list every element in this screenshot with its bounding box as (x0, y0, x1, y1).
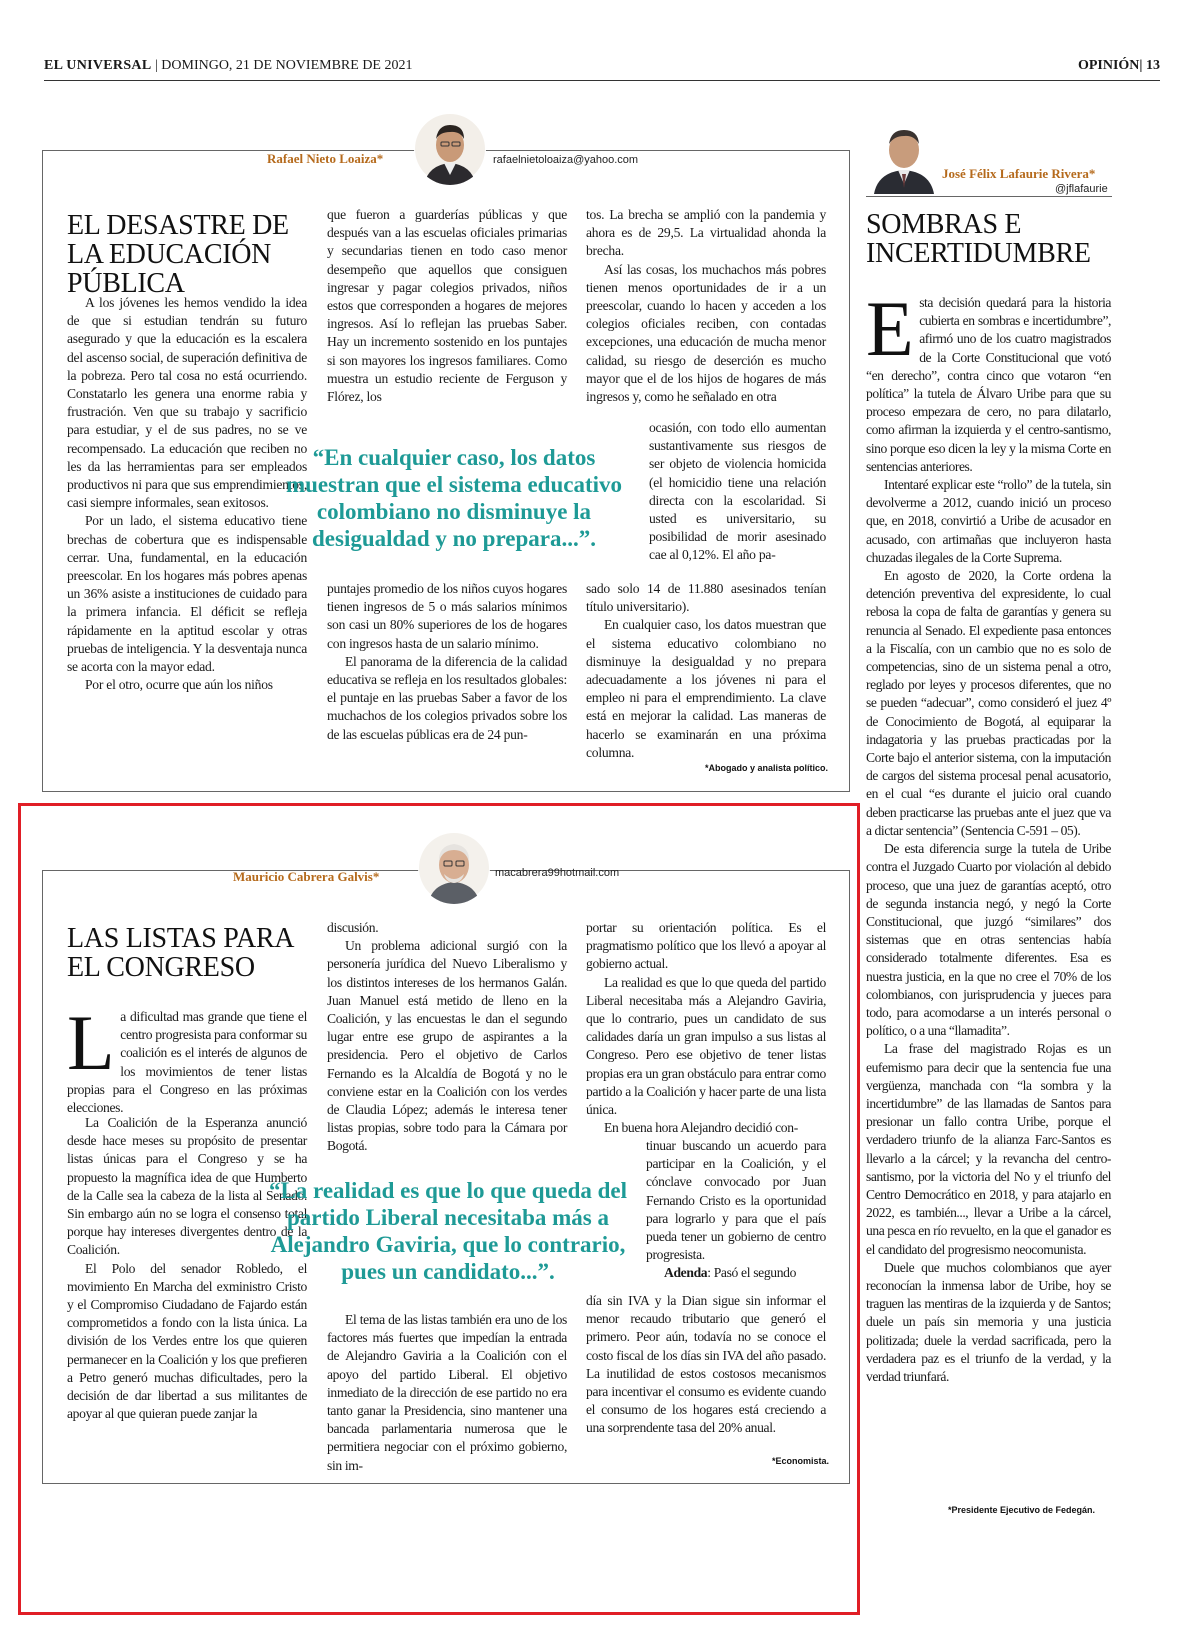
author-photo (414, 113, 486, 185)
article-column-1: La dificultad mas grande que tiene el centro progresista para conformar su coalición es el interés de algunos de los movimientos de tener listas propias para el Congreso en las próximas elecciones. (67, 999, 307, 1116)
article-column-3-mid: ocasión, con todo ello aumentan sustantivamente sus riesgos de ser objeto de violencia homicida (el homicidio tiene una relación directa con la escolaridad. Si usted es universitario, su posibilidad de morir asesinado cae al 0,12%. El año pa- (649, 420, 826, 563)
newspaper-name: EL UNIVERSAL (44, 58, 152, 73)
article-column-2-bottom: puntajes promedio de los niños cuyos hogares tienen ingresos de 5 o más salarios mínimos son casi un 80% superiores de los de hogares con ingresos hasta de un salario mínimo. El panorama de la diferencia de la calidad educativa se refleja en los resultados globales: el puntaje en las pruebas Saber a favor de los muchachos de los colegios privados sobre los de las escuelas públicas era de 24 pun- (327, 581, 567, 742)
article-body: Esta decisión quedará para la historia cubierta en sombras e incertidumbre”, afirmó uno de los cuatro magistrados de la Corte Constitucional que votó “en derecho”, contra cinco que votaron “en política” la tutela de Álvaro Uribe para que su proceso empezara de cero, no para dilatarlo, como afirman la izquierda y el centro-santismo, sino porque eso dicen la ley y la misma Corte en sentencias anteriores. Intentaré explicar este “rollo” de la tutela, sin devolverme a 2012, cuando inició un proceso que, en 2018, convirtió a Uribe de acusador en acusado, con artimañas que incluyeron hasta chuzadas ilegales de la Corte Suprema. En agosto de 2020, la Corte ordena la detención preventiva del expresidente, lo cual rebosa la copa de falta de garantías y genera su renuncia al Senado. El expediente pasa entonces a la Fiscalía, con un cambio que no es solo de competencias, sino de un sistema penal a otro, reglado por leyes y procesos diferentes, que no se pueden “adecuar”, como consideró el juez 4º de Conocimiento de Bogotá, al equiparar la indagatoria y las pruebas practicadas por la Corte bajo el anterior sistema, con la imputación de cargos del sistema procesal penal acusatorio, en el cual “es durante el juicio oral cuando deben practicarse las pruebas ante el juez que va a dictar sentencia” (Sentencia C-591 – 05). De esta diferencia surge la tutela de Uribe contra el Juzgado Cuarto por violación al debido proceso, que una juez de garantías aceptó, otro de segunda instancia negó, y negó la Corte Constitucional, que juzgó “similares” dos sistemas que en otras sentencias había considerado totalmente diferentes. Esa es nuestra justicia, en la que no cree el 70% de los colombianos, con jurisprudencia y jueces para todo, para acomodarse a un interés personal o político, o a una “llamadita”. La frase del magistrado Rojas es un eufemismo para decir que la sentencia fue una vergüenza, manchada con “la sombra y la incertidumbre” de las llamadas de Santos para presionar un fallo contra Uribe, porque el verdadero triunfo de la alianza Farc-Santos es llevarlo a la cárcel; y la revancha del centro-santismo, por la victoria del No y el triunfo del Centro Democrático en 2018, y para atajarlo en 2022, es también..., llevar a Uribe a la cárcel, una pesca en río revuelto, en la que el ganador es el candidato del progresismo neocomunista. Duele que muchos colombianos que ayer reconocían la inmensa labor de Uribe, hoy se traguen las mentiras de la izquierda y de Santos; duele un país sin memoria y una justicia politizada; duele la verdad sacrificada, pero la verdadera paz es el triunfo de la verdad, y la verdad triunfará. (866, 285, 1111, 1384)
author-name: Rafael Nieto Loaiza* (267, 151, 384, 166)
article-column-3-mid: tinuar buscando un acuerdo para participar en la Coalición, y el cónclave convocado por Juan Fernando Cristo es la oportunidad para lograrlo y para que el país pueda tener un gobierno de centro progresista. Adenda: Pasó el segundo (646, 1138, 826, 1281)
article-column-1-cont: La Coalición de la Esperanza anunció desde hace meses su propósito de presentar listas únicas para el Congreso y se ha propuesto la magnífica idea de que Humberto de la Calle sea la cabeza de la lista al Senado. Sin embargo aún no se logra el consenso total porque hay intereses divergentes dentro de la Coalición. El Polo del senador Robledo, el movimiento En Marcha del exministro Cristo y el Compromiso Ciudadano de Fajardo están comprometidos a fondo con la lista única. La división de los Verdes entre los que quieren permanecer en la Coalición y los que prefieren a Petro generó muchas dificultades, pero la decisión de dar libertad a sus militantes de apoyar al que quieran puede zanjar la (67, 1115, 307, 1422)
portrait-icon (418, 832, 490, 904)
author-photo (866, 118, 942, 194)
article-headline: LAS LISTAS PARA EL CONGRESO (67, 923, 293, 983)
section-page: OPINIÓN| 13 (1077, 58, 1160, 73)
author-header-line (866, 196, 1112, 197)
masthead (44, 58, 1160, 80)
article-column-2-top: que fueron a guarderías públicas y que después van a las escuelas oficiales primarias y secundarias tienen en todo caso menor desempeño que aquellos que consiguen ingresar y pagar colegios privados, niños estos que corresponden a hogares de mejores ingresos. Así lo reflejan las pruebas Saber. Hay un incremento sostenido en los puntajes si son mayores los ingresos familiares. Como muestra un estudio reciente de Ferguson y Flórez, los (327, 207, 567, 405)
author-email: macabrera99hotmail.com (495, 867, 620, 879)
portrait-icon (414, 113, 486, 185)
article-column-3-top: tos. La brecha se amplió con la pandemia y ahora es de 29,5. La virtualidad ahonda la brecha. Así las cosas, los muchachos más pobres tienen menos oportunidades de ir a un preescolar, cuando lo hacen y acceden a los colegios oficiales reciben, con contadas excepciones, una educación de mucha menor calidad, su riesgo de deserción es mucho mayor que el de los hijos de hogares de más ingresos y, como he señalado en otra (586, 207, 826, 405)
article-headline: EL DESASTRE DE LA EDUCACIÓN PÚBLICA (67, 210, 289, 299)
article-headline: SOMBRAS E INCERTIDUMBRE (866, 209, 1091, 269)
article-column-3-bottom: día sin IVA y la Dian sigue sin informar el menor recaudo tributario que generó el primero. Peor aún, todavía no se conoce el costo fiscal de los días sin IVA del año pasado. La inutilidad de estos costosos mecanismos para incentivar el consumo es evidente cuando el consumo de los hogares está creciendo a una sorprendente tasa del 20% anual. (586, 1293, 826, 1436)
drop-cap: L (67, 999, 115, 1086)
author-note: *Economista. (772, 1456, 830, 1466)
drop-cap: E (866, 285, 914, 372)
author-note: *Presidente Ejecutivo de Fedegán. (948, 1505, 1096, 1515)
article-column-2-top: discusión. Un problema adicional surgió con la personería jurídica del Nuevo Liberalismo y los distintos intereses de los hermanos Galán. Juan Manuel está metido de lleno en la Coalición, y las encuestas le dan el segundo lugar entre ese grupo de aspirantes a la presidencia. Pero el objetivo de Carlos Fernando es la Alcaldía de Bogotá y no le conviene estar en la Coalición con los verdes de Claudia López; además le interesa tener listas propias, sobre todo para la Cámara por Bogotá. (327, 920, 567, 1154)
pull-quote: “En cualquier caso, los datos muestran que el sistema educativo colombiano no disminuye la desigualdad y no prepara...”. (285, 445, 623, 551)
article-column-3-bottom: sado solo 14 de 11.880 asesinados tenían título universitario). En cualquier caso, los datos muestran que el sistema educativo colombiano no disminuye la desigualdad y no prepara adecuadamente a los jóvenes ni para el empleo ni para el emprendimiento. La clave está en mejorar la calidad. Las maneras de hacerlo se examinarán en una próxima columna. (586, 581, 826, 760)
article-column-1: A los jóvenes les hemos vendido la idea de que si estudian tendrán su futuro asegurado y que la educación es la escalera del ascenso social, de superación definitiva de la pobreza. Pero tal cosa no está ocurriendo. Constatarlo les genera una enorme rabia y frustración. Ven que su trabajo y sacrificio para estudiar, y el de sus padres, no se ve recompensado. La educación que reciben no les da las herramientas para ser empleados productivos ni para que sus emprendimientos, casi siempre informales, sean exitosos. Por un lado, el sistema educativo tiene brechas de cobertura que es indispensable cerrar. Una, fundamental, en la educación preescolar. En los hogares más pobres apenas un 36% asiste a instituciones de cuidado para la primera infancia. El déficit se refleja rápidamente en la aptitud escolar y otras pruebas de inteligencia. Y la desventaja nunca se acorta con la mayor edad. Por el otro, ocurre que aún los niños (67, 295, 307, 693)
article-column-3-top: portar su orientación política. Es el pragmatismo político que los llevó a apoyar al gobierno actual. La realidad es que lo que queda del partido Liberal necesitaba más a Alejandro Gaviria, que lo contrario, pues un candidato de sus calidades daría un gran impulso a sus listas al Congreso. Pero ese objetivo de tener listas propias era un gran obstáculo para entrar como partido a la Coalición y hacer parte de una lista única. En buena hora Alejandro decidió con- (586, 920, 826, 1136)
author-photo (418, 832, 490, 904)
article-column-2-bottom: El tema de las listas también era uno de los factores más fuertes que impedían la entrada de Alejandro Gaviria a la Coalición con el apoyo del partido Liberal. El objetivo inmediato de la dirección de ese partido no era tanto ganar la Presidencia, sino mantener una bancada parlamentaria numerosa que le permitiera negociar con el próximo gobierno, sin im- (327, 1312, 567, 1473)
portrait-icon (866, 118, 942, 194)
author-email: rafaelnietoloaiza@yahoo.com (493, 154, 639, 166)
addendum-label: Adenda (664, 1265, 708, 1281)
author-name: Mauricio Cabrera Galvis* (233, 869, 380, 884)
pull-quote: “La realidad es que lo que queda del partido Liberal necesitaba más a Alejandro Gaviria, que lo contrario, pues un candidato...”. (268, 1178, 628, 1284)
author-note: *Abogado y analista político. (705, 763, 829, 773)
masthead-rule (44, 80, 1160, 81)
author-handle: @jflafaurie (1055, 183, 1108, 195)
author-name: José Félix Lafaurie Rivera* (942, 166, 1096, 181)
issue-date: | DOMINGO, 21 DE NOVIEMBRE DE 2021 (154, 58, 413, 73)
